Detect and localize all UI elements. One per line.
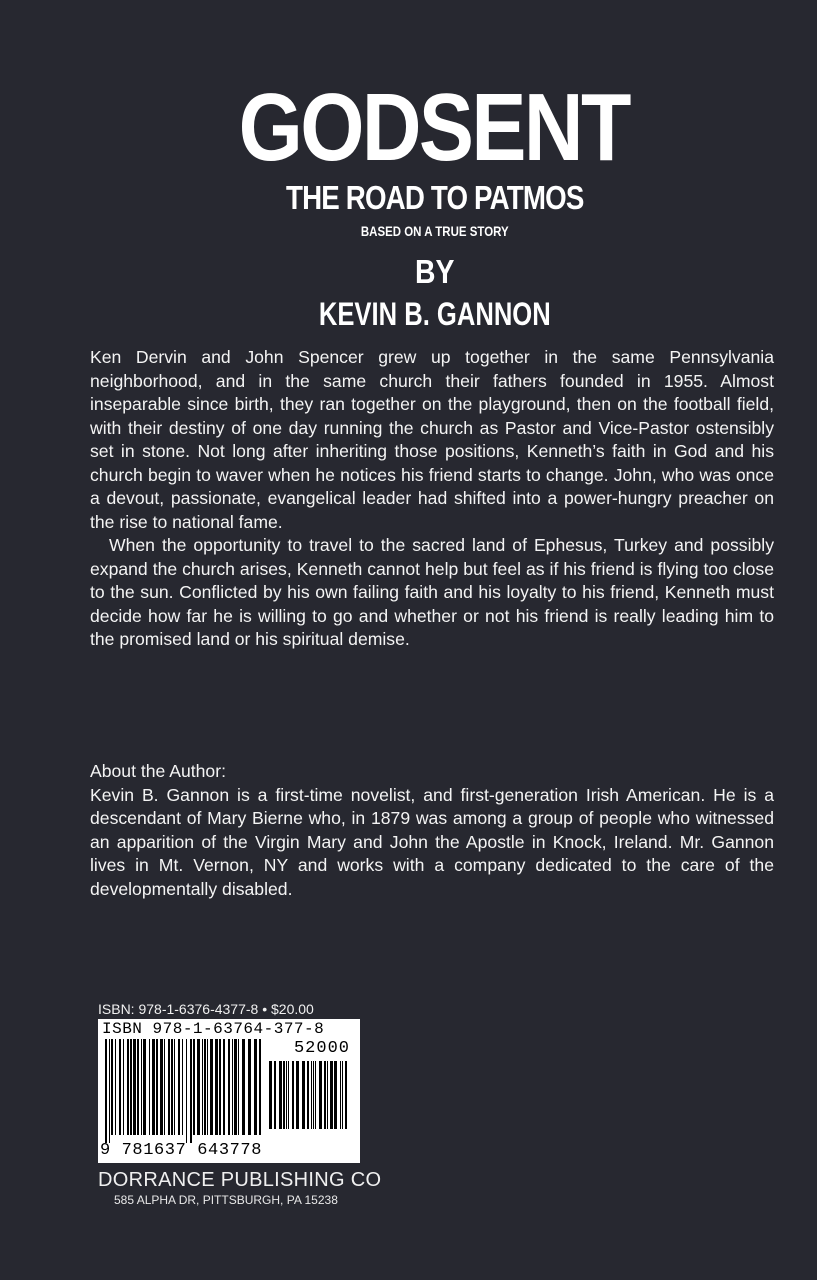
barcode-bar <box>190 1039 192 1143</box>
barcode-bar <box>137 1039 139 1135</box>
barcode-bar <box>311 1061 312 1129</box>
publisher-name: DORRANCE PUBLISHING CO <box>98 1169 382 1191</box>
blurb-paragraph: Ken Dervin and John Spencer grew up together in the same Pennsylvania neighborhood, and in the same church their fathers founded in 1955. Almost inseparable since birth, they ran together on the playground, then on the football field, with their destiny of one day running the church as Pastor and Vice-Pastor ostensibly set in stone. Not long after inheriting those positions, Kenneth’s faith in God and his church begin to waver when he notices his friend starts to change. John, who was once a devout, passionate, evangelical leader had shifted into a power-hungry preacher on the rise to national fame. <box>90 347 774 532</box>
barcode-bar <box>149 1039 150 1135</box>
barcode-bar <box>202 1039 203 1135</box>
barcode-bar <box>292 1061 294 1129</box>
barcode-bar <box>186 1039 187 1143</box>
barcode-bar <box>286 1061 287 1129</box>
barcode-bar <box>254 1039 257 1135</box>
barcode-bar <box>307 1061 309 1129</box>
barcode-bar <box>238 1039 239 1135</box>
barcode-bar <box>111 1039 113 1135</box>
isbn-price-line: ISBN: 978-1-6376-4377-8 • $20.00 <box>98 1001 314 1017</box>
barcode-bar <box>130 1039 132 1135</box>
barcode-bar <box>232 1039 233 1135</box>
barcode-bar <box>223 1039 225 1135</box>
barcode-bar <box>330 1061 333 1129</box>
barcode-bars <box>104 1039 264 1143</box>
book-tagline: BASED ON A TRUE STORY <box>360 223 509 239</box>
barcode-bar <box>168 1039 170 1135</box>
barcode-bar <box>313 1061 314 1129</box>
barcode-bar <box>182 1039 183 1135</box>
barcode-bar <box>115 1039 116 1135</box>
barcode-bar <box>324 1061 326 1129</box>
barcode-bar <box>210 1039 213 1135</box>
barcode-bar <box>319 1061 322 1129</box>
barcode-bar <box>288 1061 289 1129</box>
book-subtitle: THE ROAD TO PATMOS <box>285 179 584 216</box>
barcode-bar <box>109 1039 110 1143</box>
barcode-bar <box>141 1039 142 1135</box>
barcode-bar <box>178 1039 180 1135</box>
author-name: KEVIN B. GANNON <box>318 296 551 332</box>
barcode-bar <box>105 1039 107 1143</box>
barcode-bar <box>171 1039 173 1135</box>
barcode-bar <box>197 1039 200 1135</box>
barcode-bar <box>228 1039 230 1135</box>
barcode-bar <box>242 1039 245 1135</box>
barcode-bar <box>119 1039 121 1135</box>
barcode-bar <box>269 1061 272 1129</box>
barcode-bar <box>204 1039 206 1135</box>
barcode-bar <box>156 1039 158 1135</box>
barcode-bar <box>342 1061 343 1129</box>
blurb-paragraph: When the opportunity to travel to the sacred land of Ephesus, Turkey and possibly expand the church arises, Kenneth cannot help but feel as if his friend is flying too close to the sun. Conflicted by his own failing faith and his loyalty to his friend, Kenneth must decide how far he is willing to go and whether or not his friend is really leading him to the promised land or his spiritual demise. <box>90 535 774 649</box>
about-author-heading: About the Author: <box>90 761 226 781</box>
barcode-bar <box>274 1061 276 1129</box>
barcode-bar <box>340 1061 341 1129</box>
barcode-bar <box>174 1039 175 1135</box>
about-author-text: Kevin B. Gannon is a first-time novelist, and first-generation Irish American. He is a descendant of Mary Bierne who, in 1879 was among a group of people who witnessed an apparition of the Virgin Mary and John the Apostle in Knock, Ireland. Mr. Gannon lives in Mt. Vernon, NY and works with a company dedicated to the care of the developmentally disabled. <box>90 784 774 899</box>
book-blurb <box>90 346 774 652</box>
about-author <box>90 760 774 901</box>
barcode-bar <box>152 1039 155 1135</box>
by-line: BY <box>414 253 455 290</box>
barcode-bar <box>207 1039 208 1135</box>
barcode-bar <box>279 1061 282 1129</box>
barcode-bar <box>234 1039 237 1135</box>
barcode-bar <box>219 1039 221 1135</box>
barcode-bar <box>164 1039 165 1135</box>
barcode-bar <box>215 1039 218 1135</box>
barcode-bar <box>345 1061 347 1129</box>
barcode-bar <box>283 1061 285 1129</box>
barcode-price-code: 52000 <box>293 1039 350 1058</box>
barcode-digits: 9 781637 643778 <box>100 1141 263 1160</box>
barcode-bar <box>259 1039 261 1135</box>
barcode-bar <box>193 1039 195 1135</box>
barcode-bar <box>248 1039 251 1135</box>
publisher-address: 585 ALPHA DR, PITTSBURGH, PA 15238 <box>114 1193 338 1207</box>
book-title: GODSENT <box>238 74 629 181</box>
barcode-addon-bars <box>268 1061 350 1137</box>
barcode-bar <box>123 1039 124 1135</box>
barcode-bar <box>296 1061 299 1129</box>
barcode <box>98 1019 360 1163</box>
barcode-bar <box>160 1039 163 1135</box>
barcode-bar <box>302 1061 305 1129</box>
barcode-bar <box>315 1061 316 1129</box>
barcode-bar <box>133 1039 136 1135</box>
barcode-bar <box>327 1061 328 1129</box>
barcode-bar <box>127 1039 129 1135</box>
barcode-isbn-label: ISBN 978-1-63764-377-8 <box>102 1020 325 1038</box>
barcode-bar <box>143 1039 146 1135</box>
barcode-bar <box>334 1061 337 1129</box>
